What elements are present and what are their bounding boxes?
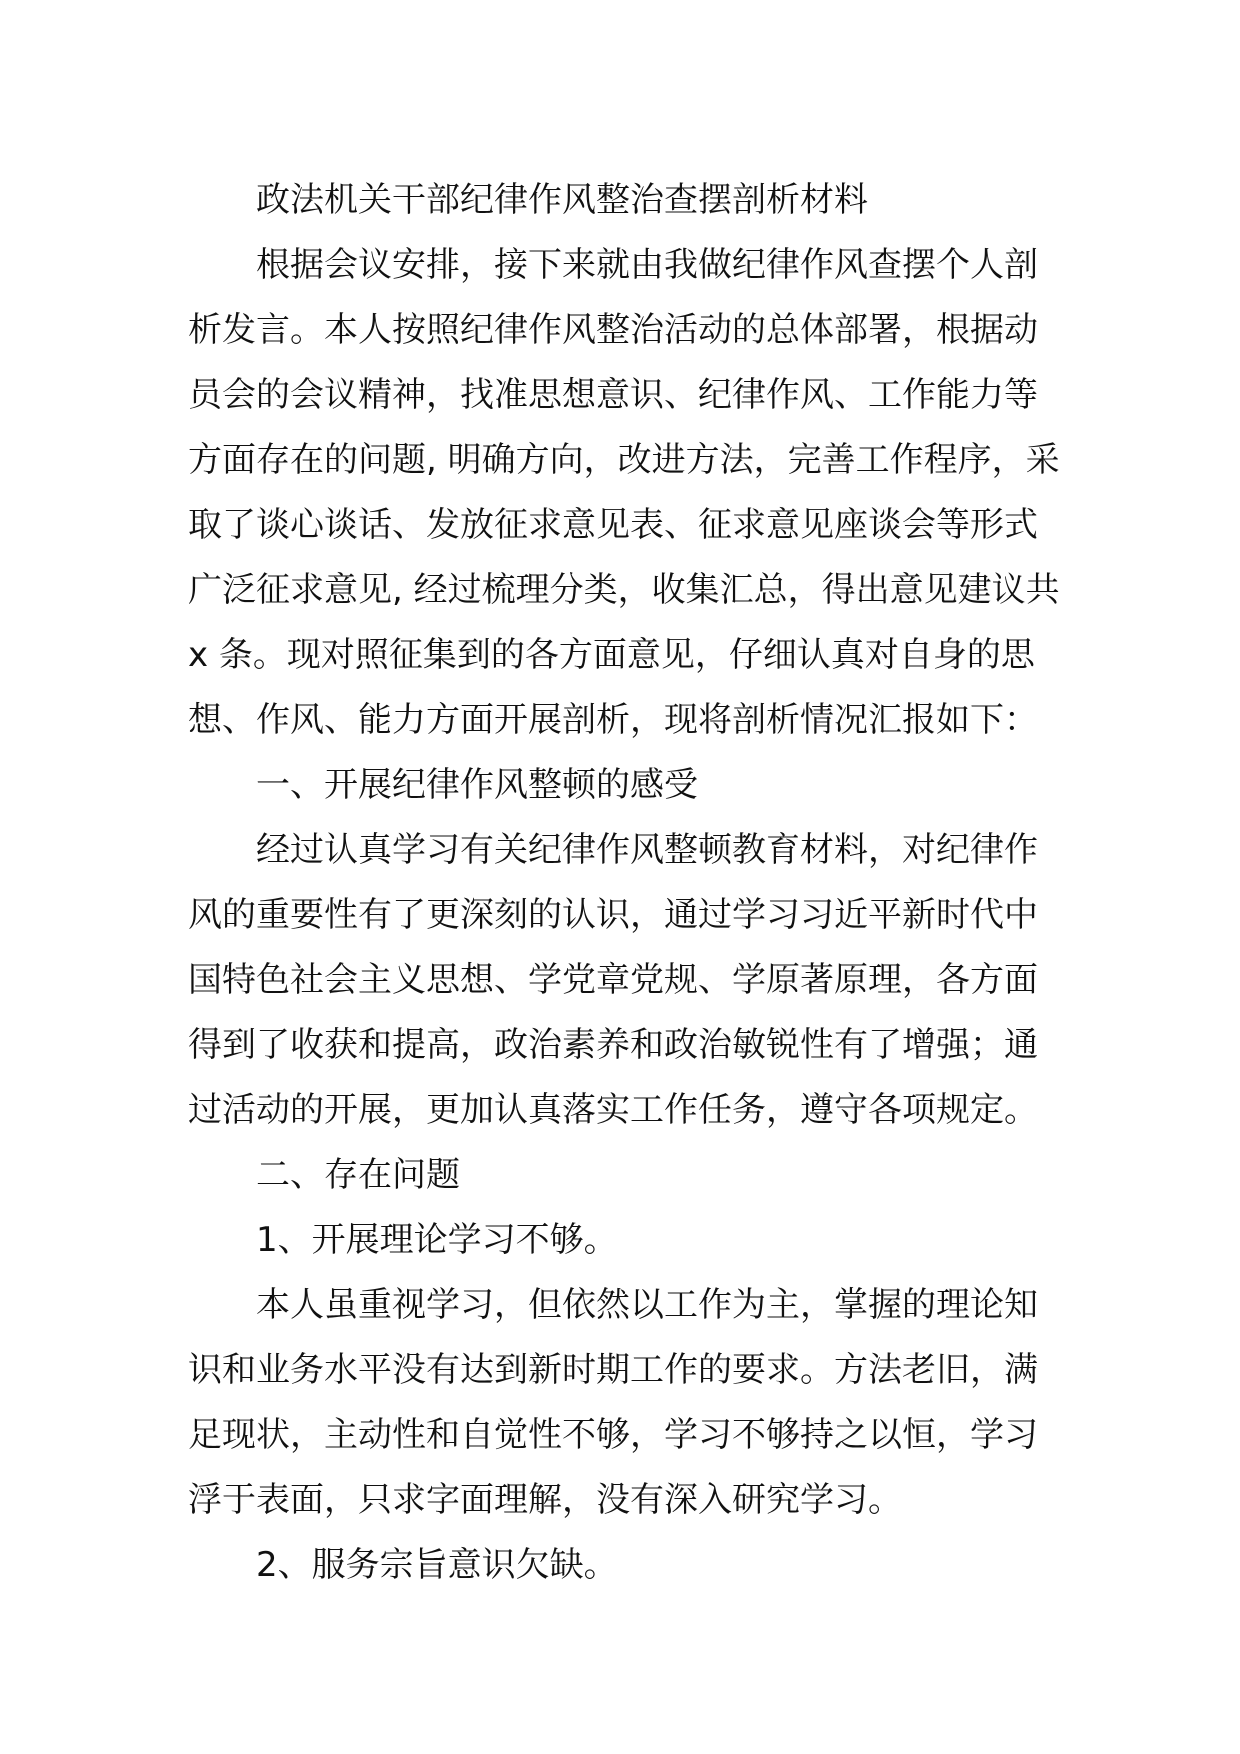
paragraph-feelings: 经过认真学习有关纪律作风整顿教育材料，对纪律作风的重要性有了更深刻的认识，通过学习习近平新时代中国特色社会主义思想、学党章党规、学原著原理，各方面得到了收获和提高，政治素养和政治敏锐性有了增强；通过活动的开展，更加认真落实工作任务，遵守各项规定。	[188, 830, 1038, 1130]
section-heading-2: 二、存在问题	[256, 1155, 460, 1195]
paragraph-intro: 根据会议安排，接下来就由我做纪律作风查摆个人剖析发言。本人按照纪律作风整治活动的总体部署，根据动员会的会议精神，找准思想意识、纪律作风、工作能力等方面存在的问题, 明确方向，改进方法，完善工作程序，采取了谈心谈话、发放征求意见表、征求意见座谈会等形式广泛征求意见, 经过梳理分类，收集汇总，得出意见建议共 x 条。现对照征集到的各方面意见，仔细认真对自身的思想、作风、能力方面开展剖析，现将剖析情况汇报如下：	[188, 245, 1060, 740]
document-title: 政法机关干部纪律作风整治查摆剖析材料	[256, 180, 868, 220]
subheading-2: 2、服务宗旨意识欠缺。	[256, 1545, 618, 1585]
paragraph-study: 本人虽重视学习，但依然以工作为主，掌握的理论知识和业务水平没有达到新时期工作的要求。方法老旧，满足现状，主动性和自觉性不够，学习不够持之以恒，学习浮于表面，只求字面理解，没有深入研究学习。	[188, 1285, 1038, 1520]
document-body	[188, 168, 1068, 1598]
subheading-1: 1、开展理论学习不够。	[256, 1220, 618, 1260]
section-heading-1: 一、开展纪律作风整顿的感受	[256, 765, 698, 805]
